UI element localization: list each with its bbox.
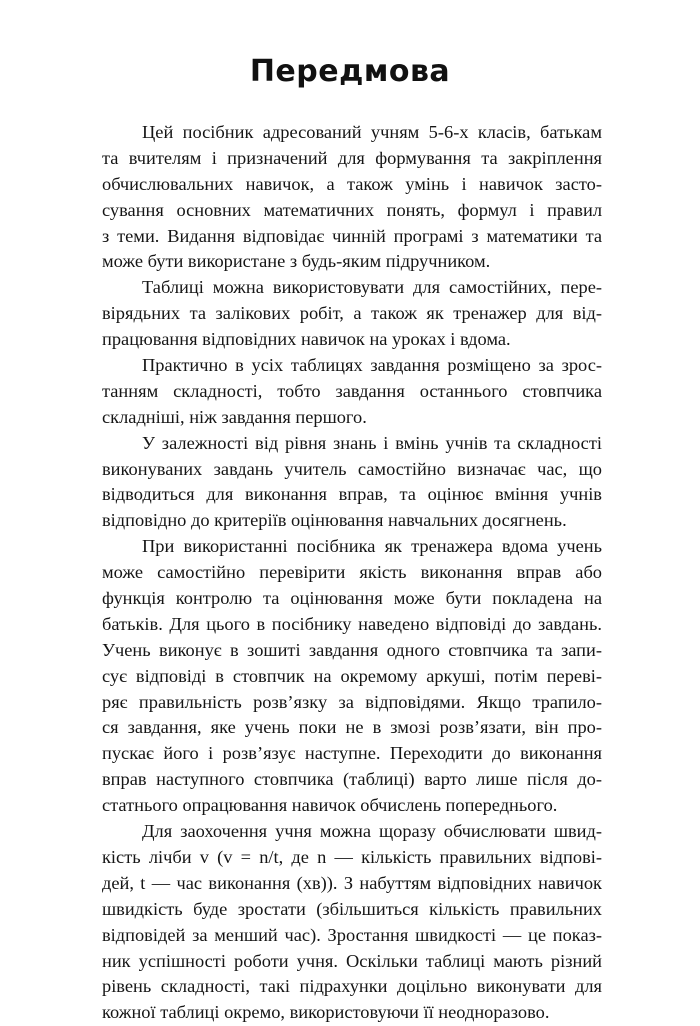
text-line: відповідей за менший час). Зростання швидкості — це показ- (102, 924, 602, 945)
text-line: рівень складності, такі підрахунки доцільно виконувати для (102, 976, 602, 997)
text-line: може бути використане з будь-яким підручником. (102, 251, 491, 272)
paragraph-5 (102, 534, 602, 819)
text-line: ся завдання, яке учень поки не в змозі розв’язати, він про- (102, 717, 602, 738)
text-line: обчислювальних навичок, а також умінь і навичок засто- (102, 173, 602, 194)
text-line: кожної таблиці окремо, використовуючи її неодноразово. (102, 1002, 550, 1023)
text-line: Таблиці можна використовувати для самостійних, пере- (142, 277, 602, 298)
text-line: працювання відповідних навичок на уроках і вдома. (102, 329, 511, 350)
text-line: вправ наступного стовпчика (таблиці) варто лише після до- (102, 769, 602, 790)
text-line: кість лічби v (v = n/t, де n — кількість правильних відпові- (102, 846, 602, 867)
text-line: з теми. Видання відповідає чинній програмі з математики та (102, 225, 602, 246)
text-line: відповідно до критеріїв оцінювання навчальних досягнень. (102, 510, 567, 531)
text-line: та вчителям і призначений для формування та закріплення (102, 147, 602, 168)
text-line: може самостійно перевірити якість виконання вправ або (102, 562, 602, 583)
paragraph-3 (102, 353, 602, 431)
text-line: швидкість буде зростати (збільшиться кількість правильних (102, 898, 602, 919)
page-title: Передмова (249, 54, 451, 89)
text-line: ряє правильність розв’язку за відповідями. Якщо трапило- (102, 691, 602, 712)
text-line: Практично в усіх таблицях завдання розміщено за зрос- (142, 355, 602, 376)
text-line: вірядьних та залікових робіт, а також як тренажер для від- (102, 303, 602, 324)
text-line: відводиться для виконання вправ, та оцінює вміння учнів (102, 484, 602, 505)
text-line: Цей посібник адресований учням 5-6-х класів, батькам (142, 122, 602, 142)
text-line: пускає його і розв’язує наступне. Переходити до виконання (102, 743, 602, 764)
paragraph-4 (102, 431, 602, 535)
text-line: У залежності від рівня знань і вмінь учнів та складності (142, 432, 602, 453)
text-line: батьків. Для цього в посібнику наведено відповіді до завдань. (102, 613, 602, 634)
text-line: статнього опрацювання навичок обчислень попереднього. (102, 795, 558, 816)
text-line: сування основних математичних понять, формул і правил (102, 199, 602, 220)
paragraph-6 (102, 819, 602, 1026)
text-line: сує відповіді в стовпчик на окремому аркуші, потім переві- (102, 665, 602, 686)
text-line: танням складності, тобто завдання останнього стовпчика (102, 380, 602, 401)
text-line: Учень виконує в зошиті завдання одного стовпчика та запи- (102, 639, 602, 660)
preface-body (102, 120, 602, 1026)
text-line: При використанні посібника як тренажера вдома учень (142, 536, 602, 557)
text-line: ник успішності роботи учня. Оскільки таблиці мають різний (102, 950, 602, 971)
paragraph-1 (102, 120, 602, 275)
text-line: функція контролю та оцінювання може бути покладена на (102, 588, 602, 609)
text-line: складніші, ніж завдання першого. (102, 406, 367, 427)
text-line: виконуваних завдань учитель самостійно визначає час, що (102, 458, 602, 479)
text-line: Для заохочення учня можна щоразу обчислювати швид- (142, 821, 602, 842)
text-line: дей, t — час виконання (хв)). З набуттям відповідних навичок (102, 872, 602, 893)
paragraph-2 (102, 275, 602, 353)
